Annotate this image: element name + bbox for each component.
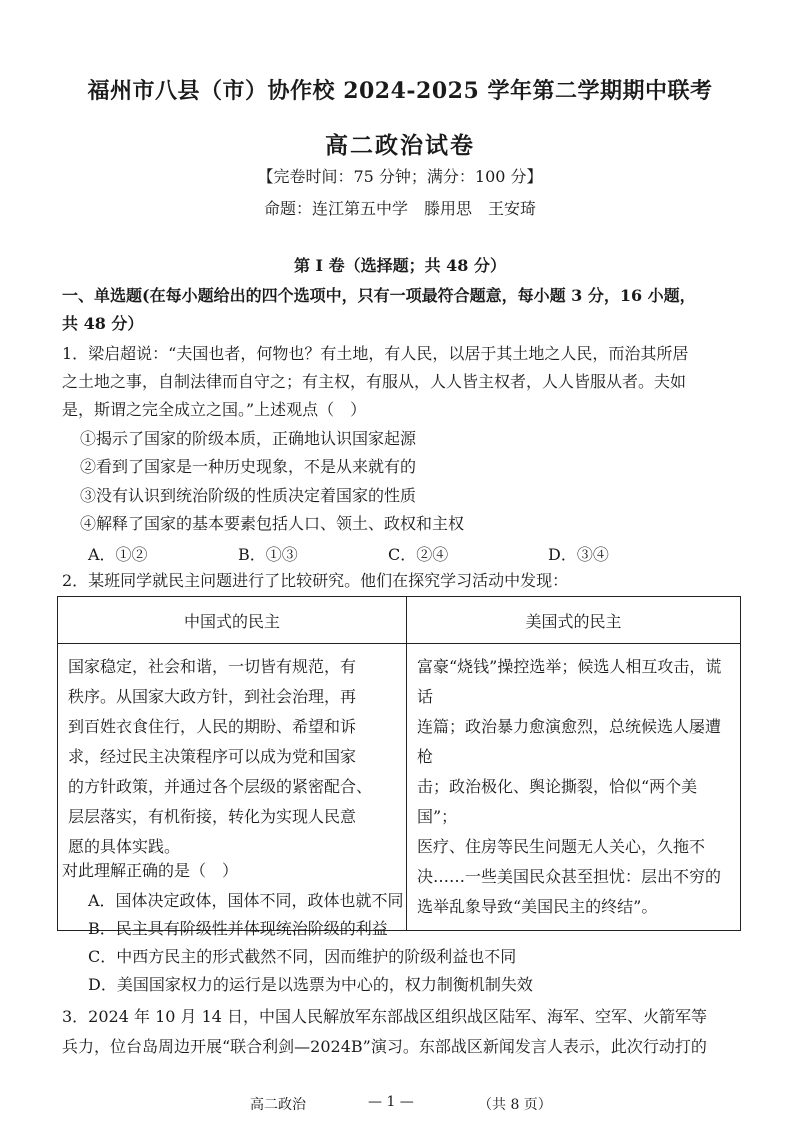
q2-option-a: A．国体决定政体，国体不同，政体也就不同	[88, 891, 404, 910]
q1-item-1: ①揭示了国家的阶级本质，正确地认识国家起源	[80, 429, 417, 448]
section-title: 第 I 卷（选择题；共 48 分）	[293, 256, 507, 275]
q1-stem-line2: 之土地之事，自制法律而自守之；有主权，有服从，人人皆主权者，人人皆服从者。夫如	[62, 372, 687, 391]
usa-line: 决……一些美国民众甚至担忧：层出不穷的	[417, 867, 722, 886]
page-footer	[0, 1094, 800, 1114]
q2-stem: 2．某班同学就民主问题进行了比较研究。他们在探究学习活动中发现：	[62, 571, 569, 590]
china-line: 的方针政策，并通过各个层级的紧密配合、	[68, 777, 373, 796]
q1-item-3: ③没有认识到统治阶级的性质决定着国家的性质	[80, 486, 417, 505]
table-cell-usa	[407, 644, 741, 931]
q1-option-c: C．②④	[388, 545, 449, 564]
q2-option-b: B．民主具有阶级性并体现统治阶级的利益	[88, 919, 388, 938]
footer-page-number: — 1 —	[368, 1094, 414, 1110]
section-instruction-line1: 一、单选题(在每小题给出的四个选项中，只有一项最符合题意，每小题 3 分，16 小题，	[62, 286, 696, 305]
table-header-usa: 美国式的民主	[407, 597, 741, 644]
q1-item-4: ④解释了国家的基本要素包括人口、领土、政权和主权	[80, 514, 465, 533]
q3-stem-line2: 兵力，位台岛周边开展“联合利剑—2024B”演习。东部战区新闻发言人表示，此次行动打的	[62, 1037, 707, 1056]
table-header-china: 中国式的民主	[58, 597, 407, 644]
q1-option-a: A．①②	[88, 545, 148, 564]
footer-total-pages: （共 8 页）	[478, 1097, 552, 1113]
usa-line: 医疗、住房等民生问题无人关心，久拖不	[417, 837, 706, 856]
china-line: 到百姓衣食住行，人民的期盼、希望和诉	[68, 717, 357, 736]
q1-item-2: ②看到了国家是一种历史现象，不是从来就有的	[80, 457, 417, 476]
usa-line: 击；政治极化、舆论撕裂，恰似“两个美国”；	[417, 777, 698, 826]
authors-info: 命题：连江第五中学 滕用思 王安琦	[263, 199, 536, 218]
section-instruction-line2: 共 48 分）	[62, 314, 144, 333]
china-line: 愿的具体实践。	[68, 837, 181, 856]
q1-stem-line1: 1．梁启超说：“夫国也者，何物也？有土地，有人民，以居于其土地之人民，而治其所居	[62, 344, 689, 363]
q2-option-c: C．中西方民主的形式截然不同，因而维护的阶级利益也不同	[88, 947, 517, 966]
table-cell-china	[58, 644, 407, 931]
q3-stem-line1: 3．2024 年 10 月 14 日，中国人民解放军东部战区组织战区陆军、海军、空军、火箭军等	[62, 1007, 708, 1026]
exam-subtitle: 高二政治试卷	[325, 132, 475, 159]
q1-options	[88, 542, 728, 564]
q2-option-d: D．美国国家权力的运行是以选票为中心的，权力制衡机制失效	[88, 975, 533, 994]
china-line: 秩序。从国家大政方针，到社会治理，再	[68, 687, 357, 706]
time-score-info: 【完卷时间：75 分钟；满分：100 分】	[257, 167, 543, 186]
q2-question: 对此理解正确的是（ ）	[62, 861, 239, 880]
q1-option-b: B．①③	[238, 545, 298, 564]
q1-stem-line3: 是，斯谓之完全成立之国。”上述观点（ ）	[62, 400, 367, 419]
usa-line: 选举乱象导致“美国民主的终结”。	[417, 897, 658, 916]
china-line: 国家稳定，社会和谐，一切皆有规范，有	[68, 657, 357, 676]
footer-subject: 高二政治	[250, 1097, 306, 1113]
usa-line: 连篇；政治暴力愈演愈烈，总统候选人屡遭枪	[417, 717, 722, 766]
usa-line: 富豪“烧钱”操控选举；候选人相互攻击，谎话	[417, 657, 722, 706]
q1-option-d: D．③④	[548, 545, 609, 564]
china-line: 层层落实，有机衔接，转化为实现人民意	[68, 807, 357, 826]
exam-title: 福州市八县（市）协作校 2024-2025 学年第二学期期中联考	[87, 78, 713, 104]
china-line: 求，经过民主决策程序可以成为党和国家	[68, 747, 357, 766]
